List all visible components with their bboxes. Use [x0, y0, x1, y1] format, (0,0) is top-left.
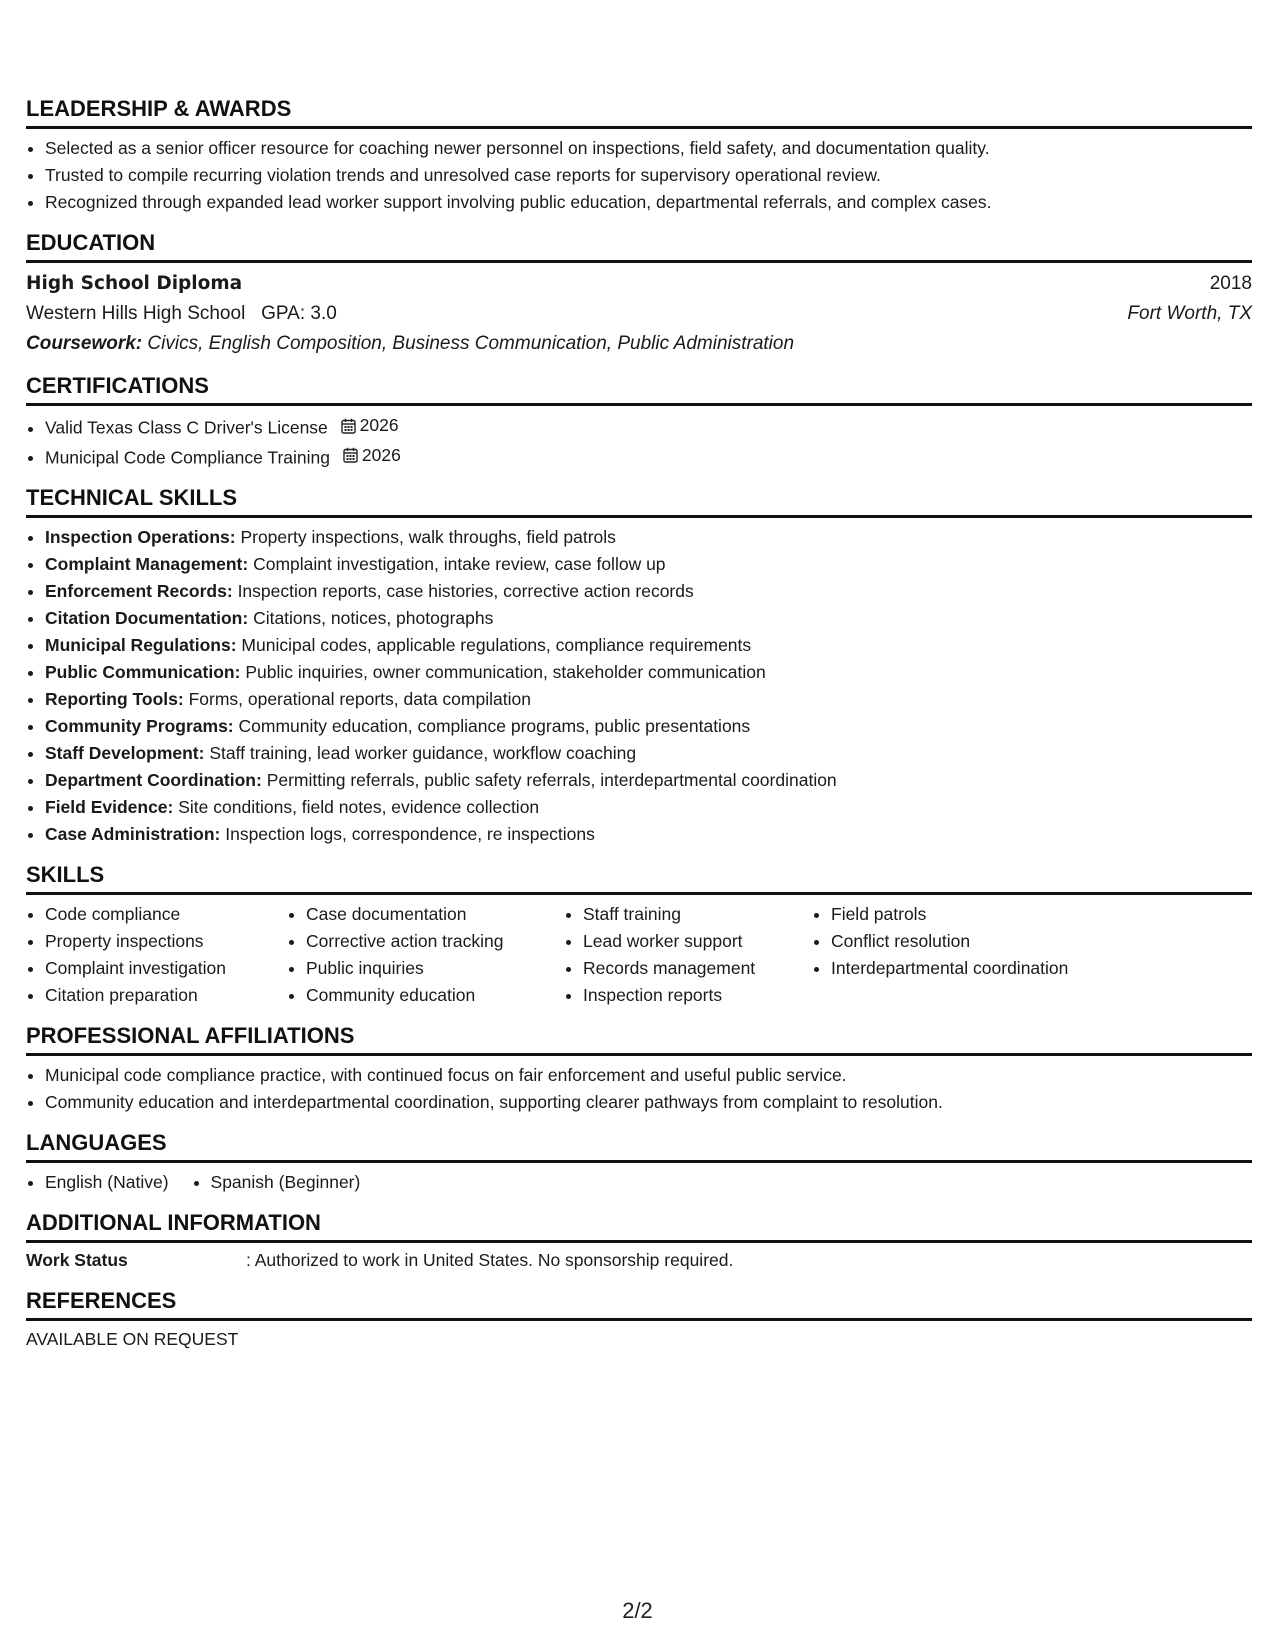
list-item: • Case documentation	[306, 901, 564, 928]
skill-label: Community Programs:	[45, 716, 234, 736]
leadership-section	[26, 96, 1252, 216]
list-item: • Property inspections	[45, 928, 287, 955]
list-item	[45, 767, 1252, 794]
resume-page	[26, 96, 1252, 1364]
skill-label: Municipal Regulations:	[45, 635, 237, 655]
additional-info-section	[26, 1210, 1252, 1274]
leadership-list	[26, 135, 1252, 216]
skill-value: Community education, compliance programs, public presentations	[238, 716, 751, 736]
list-item: • Community education and interdepartmental coordination, supporting clearer pathways from complaint to resolution.	[45, 1089, 1252, 1116]
section-title-certifications: CERTIFICATIONS	[26, 373, 1252, 406]
section-title-additional-info: ADDITIONAL INFORMATION	[26, 1210, 1252, 1243]
certifications-section	[26, 373, 1252, 471]
education-section	[26, 230, 1252, 359]
list-item	[45, 686, 1252, 713]
page-number: 2/2	[622, 1598, 653, 1623]
skill-value: Inspection reports, case histories, corrective action records	[237, 581, 694, 601]
skill-label: Citation Documentation:	[45, 608, 249, 628]
list-item	[45, 821, 1252, 848]
certification-year: 2026	[359, 415, 399, 435]
certification-date	[341, 412, 399, 439]
list-item	[45, 605, 1252, 632]
skill-value: Inspection logs, correspondence, re inspections	[225, 824, 595, 844]
list-item: • Complaint investigation	[45, 955, 287, 982]
technical-skills-list	[26, 524, 1252, 848]
list-item: • Interdepartmental coordination	[831, 955, 1131, 982]
education-location: Fort Worth, TX	[1127, 303, 1252, 324]
list-item: • Municipal code compliance practice, with continued focus on fair enforcement and useful public service.	[45, 1062, 1252, 1089]
education-year: 2018	[1209, 273, 1252, 294]
section-title-technical-skills: TECHNICAL SKILLS	[26, 485, 1252, 518]
skill-label: Department Coordination:	[45, 770, 262, 790]
certification-date	[343, 442, 401, 469]
education-school-row	[26, 299, 1252, 329]
languages-section	[26, 1130, 1252, 1196]
section-title-languages: LANGUAGES	[26, 1130, 1252, 1163]
skill-value: Permitting referrals, public safety referrals, interdepartmental coordination	[266, 770, 837, 790]
certification-name: Municipal Code Compliance Training	[45, 447, 331, 467]
skill-value: Complaint investigation, intake review, case follow up	[253, 554, 666, 574]
list-item: • Field patrols	[831, 901, 1131, 928]
skill-value: Forms, operational reports, data compilation	[188, 689, 531, 709]
section-title-leadership: LEADERSHIP & AWARDS	[26, 96, 1252, 129]
list-item: • Community education	[306, 982, 564, 1009]
list-item: • English (Native)	[45, 1169, 169, 1196]
list-item: • Citation preparation	[45, 982, 287, 1009]
skills-column	[287, 901, 564, 1009]
coursework-text: Civics, English Composition, Business Communication, Public Administration	[147, 333, 795, 354]
list-item	[45, 794, 1252, 821]
skill-value: Site conditions, field notes, evidence collection	[178, 797, 540, 817]
section-title-skills: SKILLS	[26, 862, 1252, 895]
certification-item	[45, 442, 1252, 472]
list-item: • Spanish (Beginner)	[211, 1169, 361, 1196]
skills-column	[564, 901, 812, 1009]
calendar-icon	[341, 418, 356, 434]
certifications-list	[26, 412, 1252, 471]
skill-label: Inspection Operations:	[45, 527, 236, 547]
education-school: Western Hills High School	[26, 303, 246, 324]
list-item: • Records management	[583, 955, 812, 982]
skill-value: Municipal codes, applicable regulations, compliance requirements	[241, 635, 752, 655]
section-title-references: REFERENCES	[26, 1288, 1252, 1321]
references-section	[26, 1288, 1252, 1350]
references-text: AVAILABLE ON REQUEST	[26, 1329, 239, 1349]
education-gpa: GPA: 3.0	[261, 303, 337, 324]
list-item: • Inspection reports	[583, 982, 812, 1009]
list-item	[45, 713, 1252, 740]
work-status-row	[26, 1247, 1252, 1274]
skill-label: Reporting Tools:	[45, 689, 184, 709]
skill-value: Citations, notices, photographs	[253, 608, 494, 628]
list-item: • Corrective action tracking	[306, 928, 564, 955]
skill-label: Case Administration:	[45, 824, 221, 844]
education-coursework-row	[26, 329, 1252, 359]
section-title-education: EDUCATION	[26, 230, 1252, 263]
languages-list	[26, 1169, 1252, 1196]
skill-value: Property inspections, walk throughs, field patrols	[240, 527, 616, 547]
skill-value: Staff training, lead worker guidance, workflow coaching	[209, 743, 637, 763]
skill-label: Staff Development:	[45, 743, 205, 763]
list-item	[45, 524, 1252, 551]
skill-label: Field Evidence:	[45, 797, 174, 817]
list-item: • Code compliance	[45, 901, 287, 928]
list-item	[45, 578, 1252, 605]
education-coursework-line	[26, 329, 794, 359]
list-item	[45, 632, 1252, 659]
skill-label: Complaint Management:	[45, 554, 249, 574]
certification-name: Valid Texas Class C Driver's License	[45, 417, 328, 438]
skill-label: Enforcement Records:	[45, 581, 233, 601]
skills-column	[26, 901, 287, 1009]
skills-grid	[26, 901, 1252, 1009]
list-item	[45, 740, 1252, 767]
list-item: • Recognized through expanded lead worker support involving public education, departmental referrals, and complex cases.	[45, 189, 1252, 216]
coursework-label: Coursework:	[26, 333, 143, 354]
skill-value: Public inquiries, owner communication, stakeholder communication	[245, 662, 766, 682]
list-item: • Lead worker support	[583, 928, 812, 955]
technical-skills-section	[26, 485, 1252, 848]
certification-item	[45, 412, 1252, 442]
education-degree: High School Diploma	[26, 273, 243, 294]
education-degree-row	[26, 269, 1252, 299]
list-item	[45, 551, 1252, 578]
calendar-icon	[343, 447, 358, 463]
skills-section	[26, 862, 1252, 1009]
affiliations-list	[26, 1062, 1252, 1116]
certification-year: 2026	[361, 444, 401, 465]
list-item: • Trusted to compile recurring violation trends and unresolved case reports for supervisory operational review.	[45, 162, 1252, 189]
list-item: • Selected as a senior officer resource for coaching newer personnel on inspections, field safety, and documentation quality.	[45, 135, 1252, 162]
skills-column	[812, 901, 1131, 1009]
list-item: • Public inquiries	[306, 955, 564, 982]
work-status-label: Work Status	[26, 1250, 128, 1270]
skill-label: Public Communication:	[45, 662, 241, 682]
affiliations-section	[26, 1023, 1252, 1116]
education-school-info	[26, 299, 337, 329]
list-item: • Conflict resolution	[831, 928, 1131, 955]
section-title-affiliations: PROFESSIONAL AFFILIATIONS	[26, 1023, 1252, 1056]
list-item: • Staff training	[583, 901, 812, 928]
list-item	[45, 659, 1252, 686]
work-status-value: : Authorized to work in United States. No sponsorship required.	[246, 1250, 734, 1270]
